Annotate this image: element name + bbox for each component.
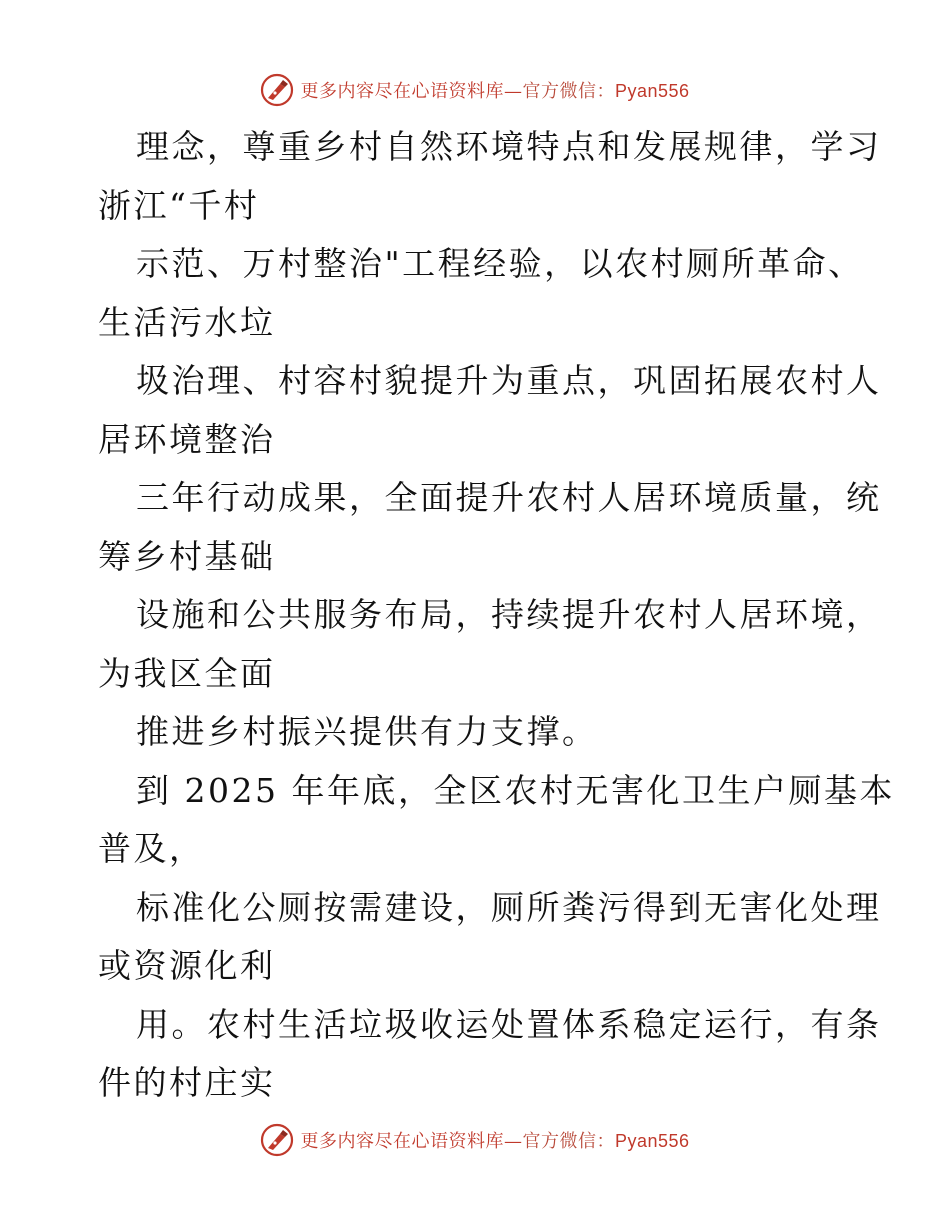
text-line: 推进乡村振兴提供有力支撑。 bbox=[136, 712, 598, 751]
banner-wechat-id: Pyan556 bbox=[614, 81, 690, 101]
text-line: 居环境整治 bbox=[98, 419, 276, 459]
text-line: 示范、万村整治"工程经验，以农村厕所革命、 bbox=[136, 244, 864, 283]
header-banner-inner bbox=[260, 73, 689, 107]
text-line: 理念，尊重乡村自然环境特点和发展规律，学习 bbox=[136, 127, 882, 166]
banner-official-label: 官方微信： bbox=[522, 81, 615, 102]
document-body bbox=[98, 118, 895, 1113]
banner-dash: — bbox=[503, 1131, 523, 1152]
pen-nib-icon bbox=[260, 1123, 294, 1157]
text-line: 标准化公厕按需建设，厕所粪污得到无害化处理 bbox=[136, 887, 882, 927]
text-line: 用。农村生活垃圾收运处置体系稳定运行，有条 bbox=[136, 1004, 882, 1044]
banner-brand: 更多内容尽在心语资料库 bbox=[300, 1131, 504, 1152]
text-line: 设施和公共服务布局，持续提升农村人居环境， bbox=[136, 595, 882, 634]
pen-nib-icon bbox=[260, 73, 294, 107]
text-line: 筹乡村基础 bbox=[98, 536, 276, 576]
footer-banner bbox=[0, 1120, 950, 1160]
footer-banner-inner bbox=[260, 1123, 689, 1157]
banner-dash: — bbox=[503, 81, 523, 102]
text-line: 普及， bbox=[98, 829, 205, 868]
text-line: 圾治理、村容村貌提升为重点，巩固拓展农村人 bbox=[136, 361, 882, 400]
banner-text bbox=[300, 77, 689, 103]
text-line: 件的村庄实 bbox=[98, 1063, 276, 1102]
text-line: 生活污水垃 bbox=[98, 302, 276, 342]
header-banner bbox=[0, 70, 950, 110]
text-line: 浙江“千村 bbox=[98, 185, 260, 225]
banner-brand: 更多内容尽在心语资料库 bbox=[300, 81, 504, 102]
banner-official-label: 官方微信： bbox=[522, 1131, 615, 1152]
text-line: 或资源化利 bbox=[98, 946, 276, 985]
text-line: 三年行动成果，全面提升农村人居环境质量，统 bbox=[136, 478, 882, 517]
text-line: 为我区全面 bbox=[98, 653, 276, 693]
banner-wechat-id: Pyan556 bbox=[614, 1131, 690, 1151]
text-line: 到 2025 年年底，全区农村无害化卫生户厕基本 bbox=[136, 770, 895, 810]
banner-text bbox=[300, 1127, 689, 1153]
